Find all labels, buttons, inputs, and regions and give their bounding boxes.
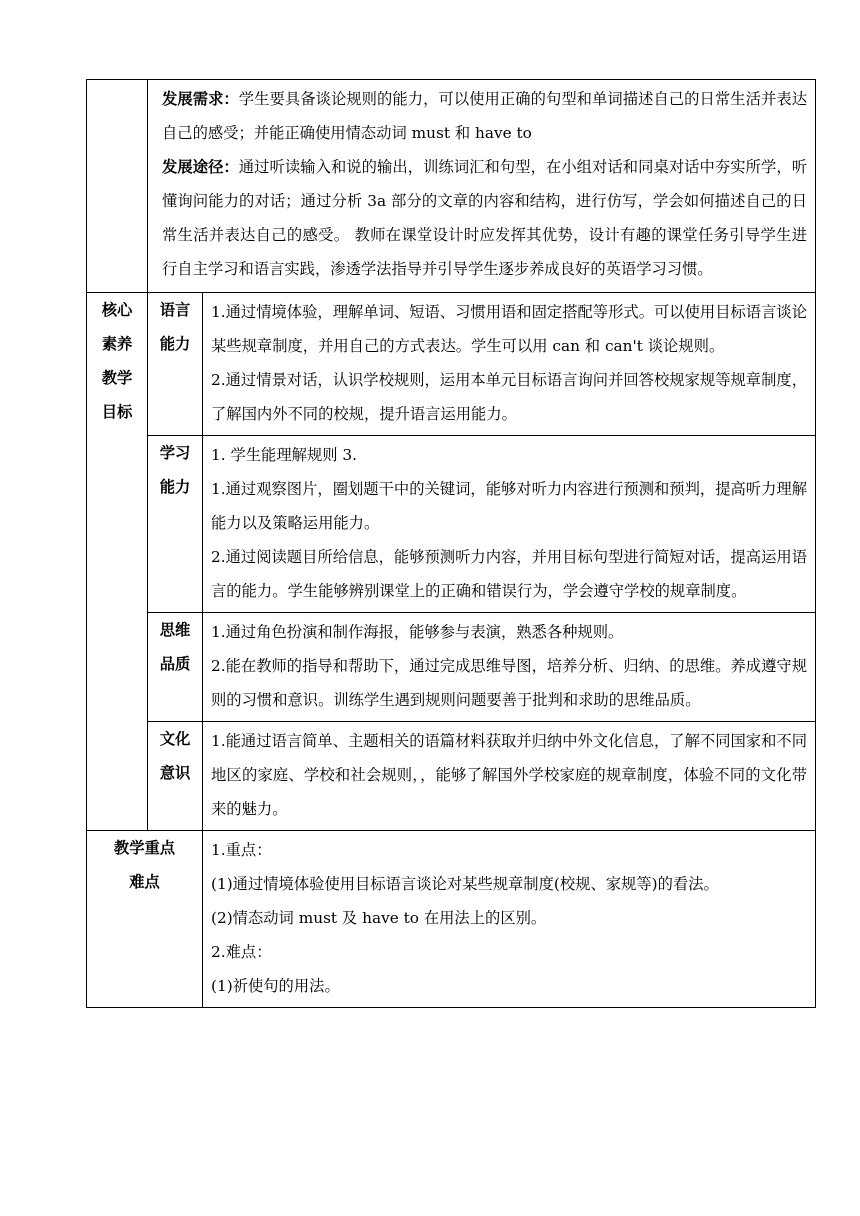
key-points-row <box>87 831 816 1008</box>
development-path-text: 通过听读输入和说的输出，训练词汇和句型，在小组对话和同桌对话中夯实所学，听懂询问能力的对话；通过分析 3a 部分的文章的内容和结构，进行仿写，学会如何描述自己的日常生活并表达自己的感受。 教师在课堂设计时应发挥其优势，设计有趣的课堂任务引导学生进行自主学习和语言实践，渗透学法指导并引导学生逐步养成良好的英语学习习惯。 <box>162 158 808 278</box>
label-line: 难点 <box>129 873 160 891</box>
empty-label-cell <box>87 80 148 293</box>
list-item: 2.难点： <box>211 943 272 961</box>
label-line: 思维 <box>159 621 191 639</box>
key-points-content <box>203 831 816 1008</box>
label-line: 教学重点 <box>113 839 176 857</box>
core-label-line: 目标 <box>101 403 133 421</box>
thinking-quality-label <box>148 613 202 681</box>
list-item: 1.重点： <box>211 841 272 859</box>
thinking-quality-label-cell <box>148 613 203 722</box>
language-ability-row <box>87 293 816 436</box>
core-label-line: 教学 <box>101 369 133 387</box>
label-line: 文化 <box>159 730 191 748</box>
label-line: 意识 <box>159 764 191 782</box>
learning-ability-label <box>148 436 202 504</box>
core-label-line: 素养 <box>101 335 133 353</box>
development-path-label: 发展途径： <box>162 158 239 176</box>
learning-ability-row <box>87 436 816 613</box>
list-item: 2.通过情景对话，认识学校规则，运用本单元目标语言询问并回答校规家规等规章制度，了解国内外不同的校规，提升语言运用能力。 <box>211 371 808 423</box>
development-row <box>87 80 816 293</box>
cultural-awareness-label-cell <box>148 722 203 831</box>
label-line: 能力 <box>159 335 191 353</box>
list-item: 1.通过观察图片，圈划题干中的关键词，能够对听力内容进行预测和预判，提高听力理解能力以及策略运用能力。 <box>211 480 808 532</box>
core-literacy-label-cell <box>87 293 148 831</box>
label-line: 学习 <box>159 444 191 462</box>
key-points-label <box>87 831 202 899</box>
list-item: 2.能在教师的指导和帮助下，通过完成思维导图，培养分析、归纳、的思维。养成遵守规则的习惯和意识。训练学生遇到规则问题要善于批判和求助的思维品质。 <box>211 657 808 709</box>
core-label-line: 核心 <box>101 301 133 319</box>
cultural-awareness-label <box>148 722 202 790</box>
core-literacy-label <box>87 293 147 429</box>
development-cell <box>148 80 816 293</box>
list-item: 1.通过情境体验，理解单词、短语、习惯用语和固定搭配等形式。可以使用目标语言谈论某些规章制度，并用自己的方式表达。学生可以用 can 和 can't 谈论规则。 <box>211 303 808 355</box>
list-item: (1)通过情境体验使用目标语言谈论对某些规章制度(校规、家规等)的看法。 <box>211 875 719 893</box>
list-item: 1.通过角色扮演和制作海报，能够参与表演，熟悉各种规则。 <box>211 623 624 641</box>
key-points-label-cell <box>87 831 203 1008</box>
language-ability-content <box>203 293 816 436</box>
cultural-awareness-row <box>87 722 816 831</box>
language-ability-label-cell <box>148 293 203 436</box>
learning-ability-label-cell <box>148 436 203 613</box>
learning-ability-content <box>203 436 816 613</box>
list-item: (2)情态动词 must 及 have to 在用法上的区别。 <box>211 909 547 927</box>
development-need <box>162 82 807 150</box>
thinking-quality-content <box>203 613 816 722</box>
lesson-plan-table <box>86 79 816 1008</box>
label-line: 语言 <box>159 301 191 319</box>
list-item: 1. 学生能理解规则 3. <box>211 446 357 464</box>
development-path <box>162 150 807 286</box>
list-item: 2.通过阅读题目所给信息，能够预测听力内容，并用目标句型进行简短对话，提高运用语言的能力。学生能够辨别课堂上的正确和错误行为，学会遵守学校的规章制度。 <box>211 548 808 600</box>
label-line: 能力 <box>159 478 191 496</box>
list-item: (1)祈使句的用法。 <box>211 977 340 995</box>
list-item: 1.能通过语言简单、主题相关的语篇材料获取并归纳中外文化信息，了解不同国家和不同地区的家庭、学校和社会规则，，能够了解国外学校家庭的规章制度，体验不同的文化带来的魅力。 <box>211 732 808 818</box>
cultural-awareness-content <box>203 722 816 831</box>
development-need-text: 学生要具备谈论规则的能力，可以使用正确的句型和单词描述自己的日常生活并表达自己的感受；并能正确使用情态动词 must 和 have to <box>162 90 807 142</box>
thinking-quality-row <box>87 613 816 722</box>
development-need-label: 发展需求： <box>162 90 239 108</box>
language-ability-label <box>148 293 202 361</box>
label-line: 品质 <box>159 655 191 673</box>
